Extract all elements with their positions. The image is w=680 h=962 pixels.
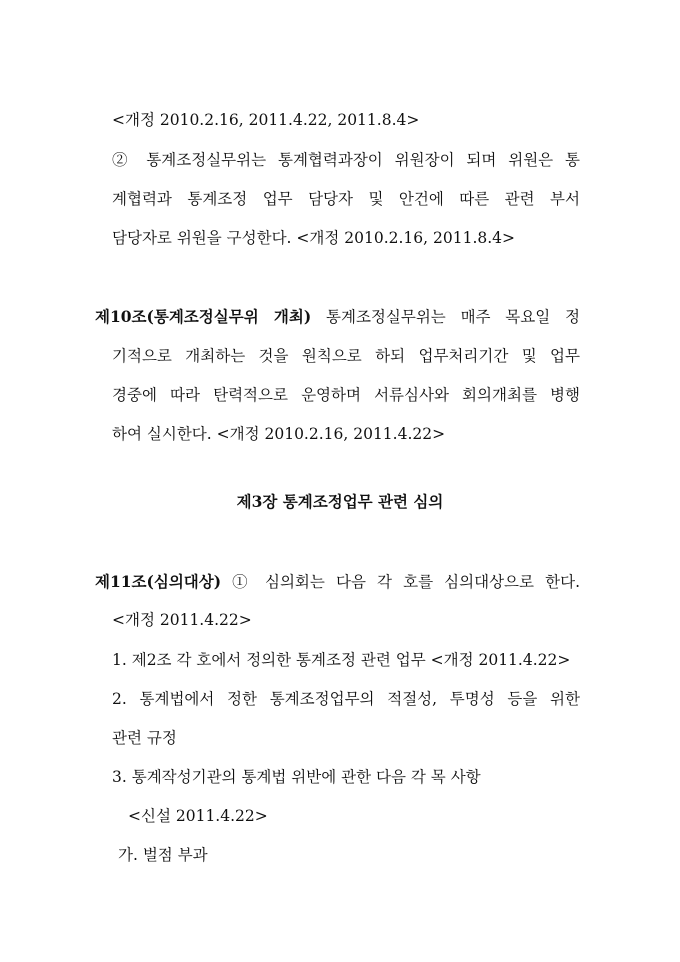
article-10-heading: 제10조(통계조정실무위 개최) xyxy=(95,307,312,326)
paragraph-line: 하여 실시한다. <개정 2010.2.16, 2011.4.22> xyxy=(112,425,446,443)
paragraph-line: 경중에 따라 탄력적으로 운영하며 서류심사와 회의개최를 병행 xyxy=(112,386,580,404)
list-item-continuation: 관련 규정 xyxy=(112,729,177,747)
article-10-text: 통계조정실무위는 매주 목요일 정 xyxy=(311,308,580,326)
amendment-note: <신설 2011.4.22> xyxy=(128,807,268,825)
list-item: 3. 통계작성기관의 통계법 위반에 관한 다음 각 목 사항 xyxy=(112,768,481,786)
paragraph-line: 기적으로 개최하는 것을 원칙으로 하되 업무처리기간 및 업무 xyxy=(112,347,580,365)
paragraph-line: ② 통계조정실무위는 통계협력과장이 위원장이 되며 위원은 통 xyxy=(112,151,580,169)
article-11-line xyxy=(95,572,580,592)
list-item: 2. 통계법에서 정한 통계조정업무의 적절성, 투명성 등을 위한 xyxy=(112,690,580,708)
chapter-title: 제3장 통계조정업무 관련 심의 xyxy=(236,492,444,511)
article-11-text: ① 심의회는 다음 각 호를 심의대상으로 한다. xyxy=(221,573,580,591)
paragraph-line: 계협력과 통계조정 업무 담당자 및 안건에 따른 관련 부서 xyxy=(112,190,580,208)
article-11-heading: 제11조(심의대상) xyxy=(95,572,222,591)
list-item: 1. 제2조 각 호에서 정의한 통계조정 관련 업무 <개정 2011.4.22> xyxy=(112,651,571,669)
amendment-note: <개정 2010.2.16, 2011.4.22, 2011.8.4> xyxy=(112,111,420,129)
amendment-note: <개정 2011.4.22> xyxy=(112,611,252,629)
paragraph-line: 담당자로 위원을 구성한다. <개정 2010.2.16, 2011.8.4> xyxy=(112,229,516,247)
sub-item: 가. 벌점 부과 xyxy=(118,846,208,864)
article-10-line xyxy=(95,307,580,327)
